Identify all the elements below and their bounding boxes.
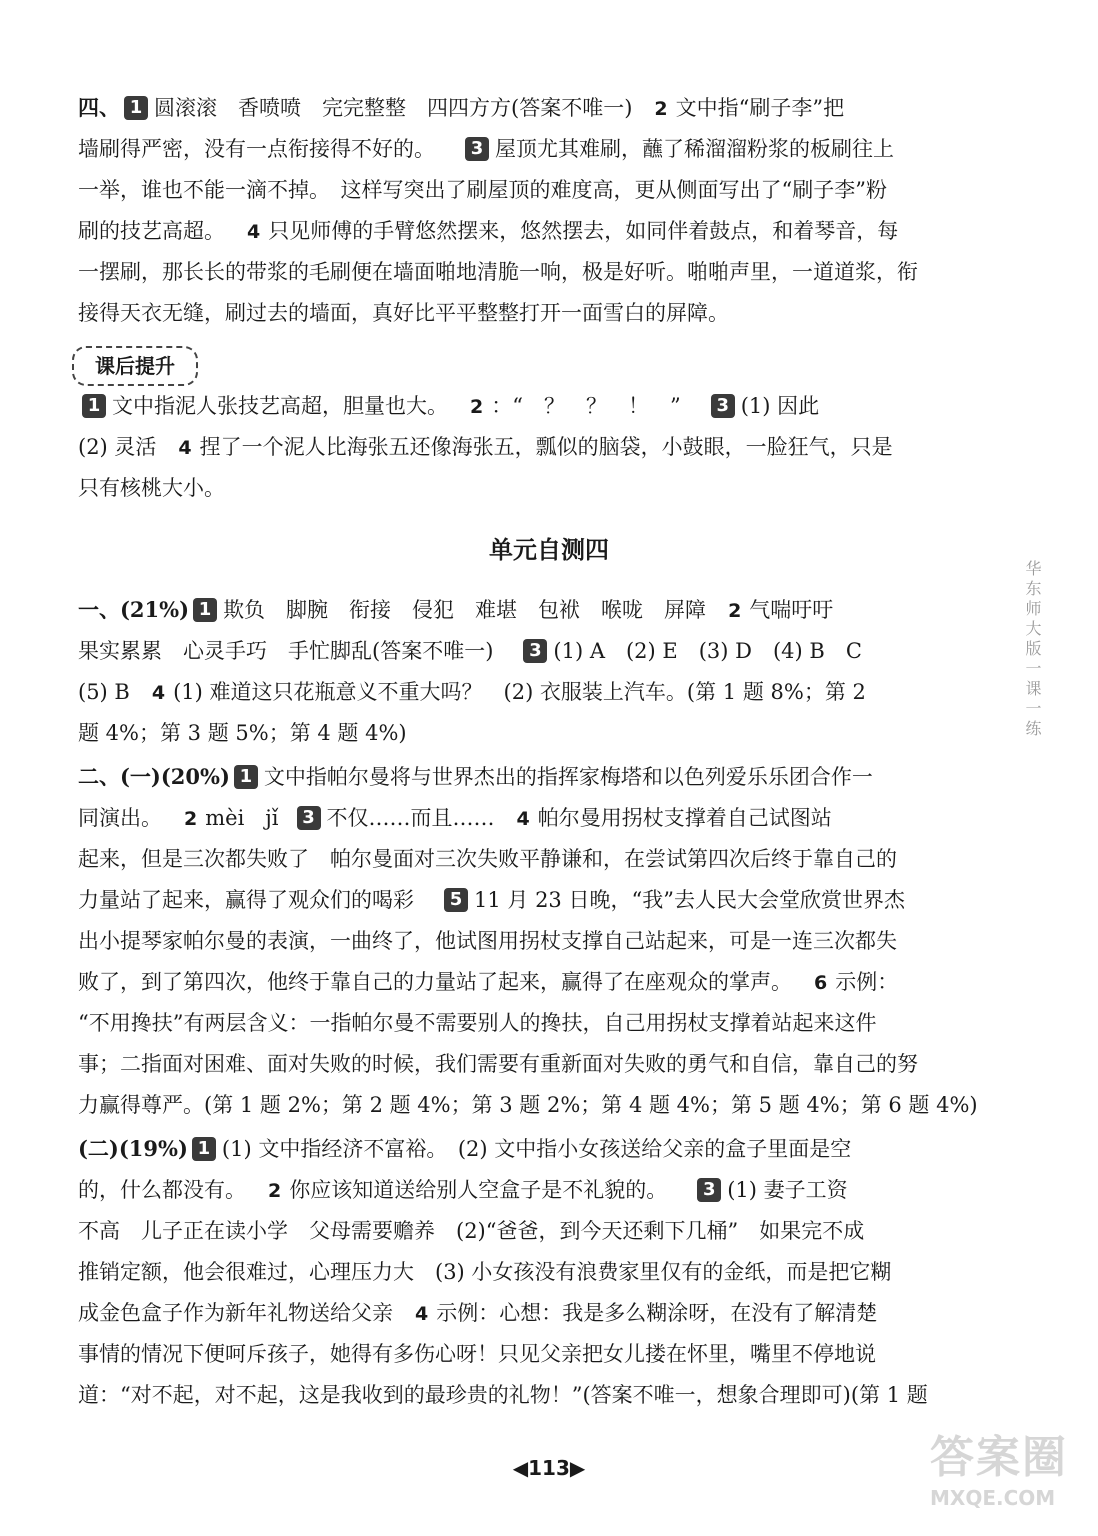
section-heading: (二)(19%) (78, 1136, 188, 1161)
text-line (78, 1293, 978, 1333)
question-number: 4 (151, 682, 166, 704)
question-number-badge: 1 (234, 765, 258, 789)
text-line (78, 798, 978, 838)
text-line (78, 839, 978, 879)
answer-text: “不用搀扶”有两层含义：一指帕尔曼不需要别人的搀扶，自己用拐杖支撑着站起来这件 (78, 1011, 877, 1035)
section-heading: 二、(一)(20%) (78, 764, 230, 789)
section-heading: 四、 (78, 95, 120, 120)
answer-text: 题 4%；第 3 题 5%；第 4 题 4%) (78, 721, 407, 745)
question-number-badge: 3 (711, 394, 735, 418)
question-number: 4 (247, 221, 261, 243)
question-number: 2 (728, 600, 742, 622)
answer-text: 力赢得尊严。(第 1 题 2%；第 2 题 4%；第 3 题 2%；第 4 题 4%；第 5 题 4%；第 6 题 4%) (78, 1093, 978, 1117)
question-number-badge: 1 (193, 598, 217, 622)
watermark-text: 答案圈 (930, 1432, 1068, 1483)
answer-text: 帕尔曼用拐杖支撑着自己试图站 (537, 806, 832, 830)
answer-text: 推销定额，他会很难过，心理压力大 (3) 小女孩没有浪费家里仅有的金纸，而是把它糊 (78, 1260, 892, 1284)
answer-text: 出小提琴家帕尔曼的表演，一曲终了，他试图用拐杖支撑自己站起来，可是一连三次都失 (78, 929, 897, 953)
answer-text: 刷的技艺高超。 (78, 219, 225, 243)
answer-text: 文中指“刷子李”把 (675, 96, 845, 120)
text-line (78, 1375, 978, 1415)
answer-text: (1) 因此 (740, 394, 820, 418)
answer-text: 不高 儿子正在读小学 父母需要赡养 (2)“爸爸，到今天还剩下几桶” 如果完不成 (78, 1219, 865, 1243)
answer-text: 气喘吁吁 (749, 598, 834, 622)
question-number-badge: 3 (465, 137, 489, 161)
answer-text: (1) 难道这只花瓶意义不重大吗？ (2) 衣服装上汽车。(第 1 题 8%；第 2 (173, 680, 866, 704)
answer-text: 成金色盒子作为新年礼物送给父亲 (78, 1301, 393, 1325)
question-number: 2 (184, 808, 198, 830)
answer-text: 果实累累 心灵手巧 手忙脚乱(答案不唯一) (78, 639, 494, 663)
question-number: 2 (268, 1180, 282, 1202)
answer-text: 只有核桃大小。 (78, 476, 225, 500)
unit-title: 单元自测四 (489, 536, 609, 564)
answer-text: (2) 灵活 (78, 435, 157, 459)
answer-text: 同演出。 (78, 806, 162, 830)
text-line (78, 757, 978, 797)
answer-text: 一举，谁也不能一滴不掉。 这样写突出了刷屋顶的难度高，更从侧面写出了“刷子李”粉 (78, 178, 887, 202)
text-line (78, 1003, 978, 1043)
answer-text: 只见师傅的手臂悠然摆来，悠然摆去，如同伴着鼓点，和着琴音，每 (268, 219, 899, 243)
answer-text: 败了，到了第四次，他终于靠自己的力量站了起来，赢得了在座观众的掌声。 (78, 970, 792, 994)
answer-text: 欺负 脚腕 衔接 侵犯 难堪 包袱 喉咙 屏障 (223, 598, 707, 622)
question-number: 6 (814, 972, 828, 994)
question-number-badge: 3 (297, 806, 321, 830)
text-line (78, 962, 978, 1002)
text-line (78, 672, 978, 712)
text-line (78, 1252, 978, 1292)
answer-text: 的，什么都没有。 (78, 1178, 246, 1202)
text-line (78, 1334, 978, 1374)
answer-text: 起来，但是三次都失败了 帕尔曼面对三次失败平静谦和，在尝试第四次后终于靠自己的 (78, 847, 897, 871)
text-line (78, 1129, 978, 1169)
question-number: 2 (654, 98, 668, 120)
answer-text: (1) 妻子工资 (727, 1178, 848, 1202)
answer-text: 墙刷得严密，没有一点衔接得不好的。 (78, 137, 435, 161)
answer-text: 圆滚滚 香喷喷 完完整整 四四方方(答案不唯一) (154, 96, 633, 120)
book-series-side-text: 华东师大版一课一练 (1023, 560, 1042, 740)
text-line (78, 631, 978, 671)
after-class-tag: 课后提升 (72, 346, 198, 386)
text-line (78, 88, 978, 128)
text-line (78, 1044, 978, 1084)
question-number-badge: 1 (82, 394, 106, 418)
section-heading: 一、(21%) (78, 597, 190, 622)
answer-text: 一摆刷，那长长的带浆的毛刷便在墙面啪地清脆一响，极是好听。啪啪声里，一道道浆，衔 (78, 260, 918, 284)
answer-text: 示例： (835, 970, 899, 994)
answer-text: ：“ ？ ？ ！ ” (491, 394, 681, 418)
text-line (78, 590, 978, 630)
answer-text: (5) B (78, 680, 130, 704)
question-number: 4 (178, 437, 192, 459)
question-number: 4 (415, 1303, 429, 1325)
text-line (78, 921, 978, 961)
answer-text: 文中指泥人张技艺高超，胆量也大。 (112, 394, 448, 418)
text-line (78, 293, 978, 333)
text-line (78, 427, 978, 467)
answer-text: 事；二指面对困难、面对失败的时候，我们需要有重新面对失败的勇气和自信，靠自己的努 (78, 1052, 918, 1076)
text-line (78, 1085, 978, 1125)
question-number-badge: 5 (444, 888, 468, 912)
text-line (78, 252, 978, 292)
answer-text: 文中指帕尔曼将与世界杰出的指挥家梅塔和以色列爱乐乐团合作一 (263, 765, 873, 789)
question-number-badge: 3 (523, 639, 547, 663)
answer-text: mèi jǐ (205, 806, 279, 830)
watermark-logo (930, 1430, 1080, 1520)
answer-text: (1) A (2) E (3) D (4) B C (553, 639, 862, 663)
text-line (78, 170, 978, 210)
question-number-badge: 1 (124, 96, 148, 120)
question-number-badge: 3 (697, 1178, 721, 1202)
watermark-url: MXQE.COM (930, 1486, 1056, 1510)
answer-text: 你应该知道送给别人空盒子是不礼貌的。 (289, 1178, 668, 1202)
text-line (78, 713, 978, 753)
text-line (78, 880, 978, 920)
text-line (78, 211, 978, 251)
answer-text: 接得天衣无缝，刷过去的墙面，真好比平平整整打开一面雪白的屏障。 (78, 301, 729, 325)
answer-text: 力量站了起来，赢得了观众们的喝彩 (78, 888, 414, 912)
text-line (78, 1211, 978, 1251)
question-number: 4 (516, 808, 530, 830)
question-number-badge: 1 (192, 1137, 216, 1161)
answer-text: 示例：心想：我是多么糊涂呀，在没有了解清楚 (436, 1301, 878, 1325)
page-number: ◀113▶ (512, 1456, 586, 1480)
answer-text: 道：“对不起，对不起，这是我收到的最珍贵的礼物！”(答案不唯一，想象合理即可)(第 1 题 (78, 1383, 928, 1407)
text-line (78, 1170, 978, 1210)
answer-text: 事情的情况下便呵斥孩子，她得有多伤心呀！只见父亲把女儿搂在怀里，嘴里不停地说 (78, 1342, 876, 1366)
answer-text: 屋顶尤其难刷，蘸了稀溜溜粉浆的板刷往上 (495, 137, 894, 161)
answer-text: 不仅……而且…… (326, 806, 495, 830)
answer-text: (1) 文中指经济不富裕。 (2) 文中指小女孩送给父亲的盒子里面是空 (221, 1137, 852, 1161)
text-line (78, 129, 978, 169)
text-line (78, 386, 978, 426)
text-line (78, 468, 978, 508)
answer-text: 11 月 23 日晚，“我”去人民大会堂欣赏世界杰 (474, 888, 905, 912)
answer-text: 捏了一个泥人比海张五还像海张五，瓢似的脑袋，小鼓眼，一脸狂气，只是 (199, 435, 893, 459)
question-number: 2 (470, 396, 484, 418)
